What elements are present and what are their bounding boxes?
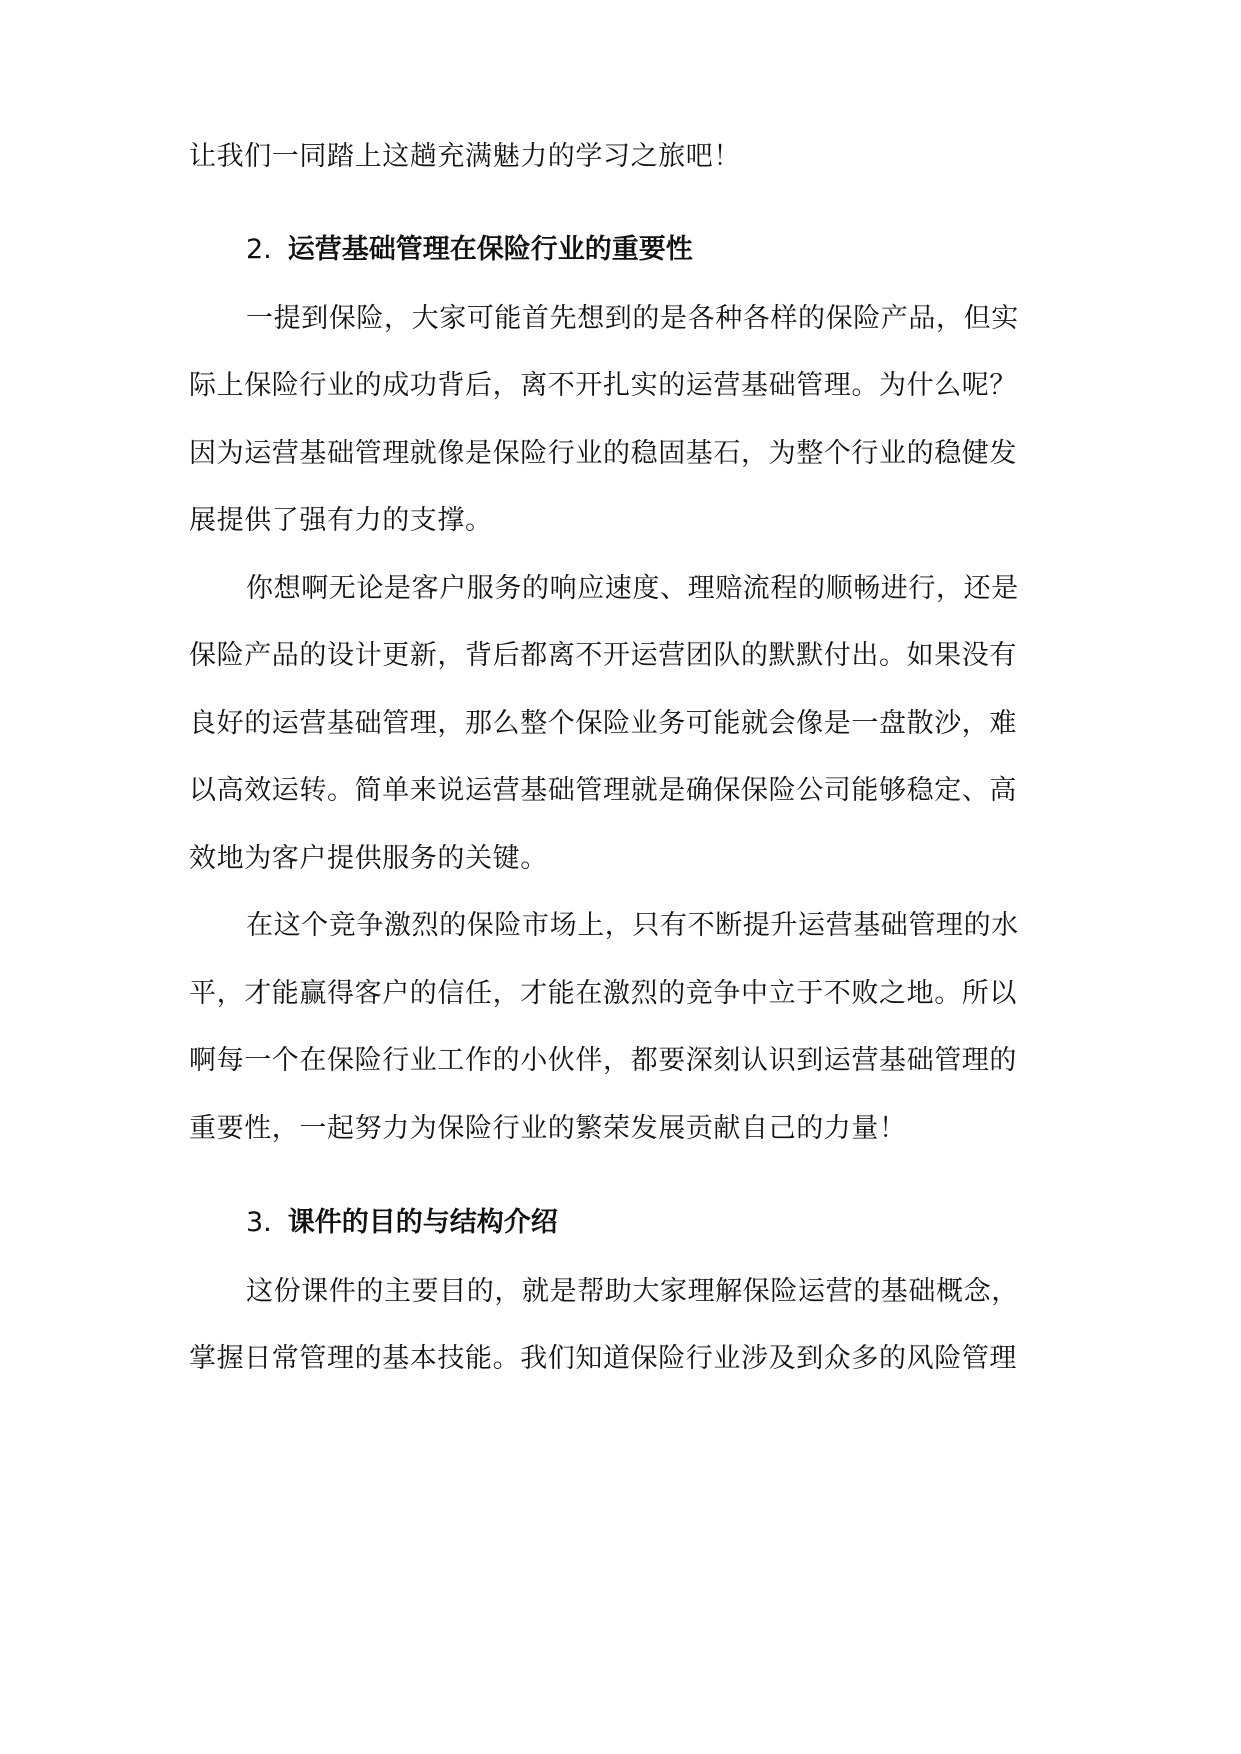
section-title: 运营基础管理在保险行业的重要性 [287, 234, 693, 265]
paragraph-line: 掌握日常管理的基本技能。我们知道保险行业涉及到众多的风险管理 [189, 1343, 1017, 1374]
paragraph-line: 在这个竞争激烈的保险市场上，只有不断提升运营基础管理的水 [246, 910, 1019, 941]
paragraph-line: 让我们一同踏上这趟充满魅力的学习之旅吧！ [189, 141, 741, 172]
paragraph-line: 这份课件的主要目的，就是帮助大家理解保险运营的基础概念， [246, 1276, 1019, 1307]
paragraph-line: 良好的运营基础管理，那么整个保险业务可能就会像是一盘散沙，难 [189, 708, 1017, 739]
paragraph-line: 际上保险行业的成功背后，离不开扎实的运营基础管理。为什么呢？ [189, 370, 1017, 401]
section-heading-3 [246, 1205, 558, 1241]
paragraph-line: 因为运营基础管理就像是保险行业的稳固基石，为整个行业的稳健发 [189, 438, 1017, 469]
paragraph-line: 以高效运转。简单来说运营基础管理就是确保保险公司能够稳定、高 [189, 775, 1017, 806]
section-number: 2. [246, 234, 272, 265]
section-number: 3. [246, 1207, 272, 1238]
section-title: 课件的目的与结构介绍 [287, 1207, 558, 1238]
section-heading-2 [246, 232, 693, 268]
paragraph-line: 你想啊无论是客户服务的响应速度、理赔流程的顺畅进行，还是 [246, 573, 1019, 604]
paragraph-line: 平，才能赢得客户的信任，才能在激烈的竞争中立于不败之地。所以 [189, 978, 1017, 1009]
paragraph-line: 保险产品的设计更新，背后都离不开运营团队的默默付出。如果没有 [189, 640, 1017, 671]
paragraph-line: 展提供了强有力的支撑。 [189, 505, 493, 536]
paragraph-line: 效地为客户提供服务的关键。 [189, 843, 548, 874]
paragraph-line: 一提到保险，大家可能首先想到的是各种各样的保险产品，但实 [246, 303, 1019, 334]
paragraph-line: 啊每一个在保险行业工作的小伙伴，都要深刻认识到运营基础管理的 [189, 1045, 1017, 1076]
paragraph-line: 重要性，一起努力为保险行业的繁荣发展贡献自己的力量！ [189, 1113, 907, 1144]
